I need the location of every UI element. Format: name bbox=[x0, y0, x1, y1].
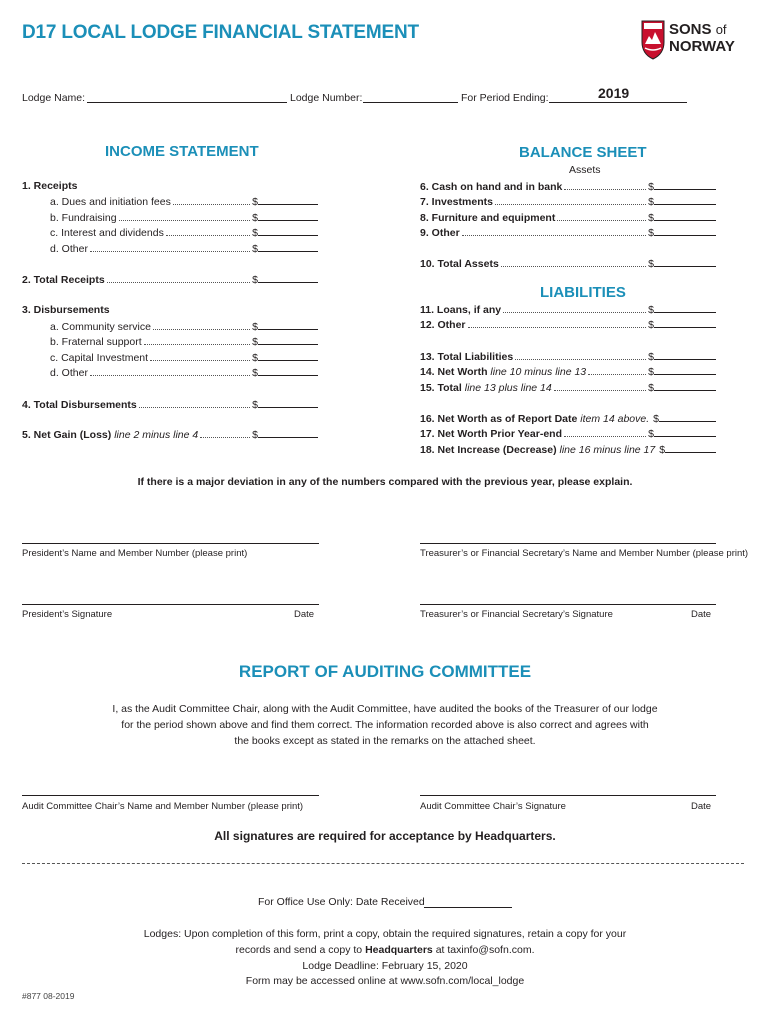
office-date-received-label: For Office Use Only: Date Received bbox=[258, 896, 425, 908]
balance-row-total-liabilities[interactable]: 13. Total Liabilities $ bbox=[420, 350, 716, 364]
instructions-line1: Lodges: Upon completion of this form, print a copy, obtain the required signatures, retain a copy for your bbox=[143, 928, 627, 940]
net-worth-prior-label: 17. Net Worth Prior Year-end bbox=[420, 428, 562, 440]
logo-text-of: of bbox=[715, 22, 727, 37]
income-row-total-receipts[interactable]: 2. Total Receipts $ bbox=[22, 273, 318, 287]
receipt-d-label: d. Other bbox=[50, 243, 88, 255]
form-code: #877 08-2019 bbox=[22, 991, 75, 1001]
shield-logo-icon bbox=[641, 20, 665, 60]
treasurer-name-label: Treasurer’s or Financial Secretary’s Name and Member Number (please print) bbox=[420, 548, 749, 559]
balance-row-total-15[interactable]: 15. Total line 13 plus line 14 $ bbox=[420, 381, 716, 395]
balance-row-net-worth-report[interactable]: 16. Net Worth as of Report Date item 14 above. $ bbox=[420, 412, 716, 426]
disb-a-label: a. Community service bbox=[50, 321, 151, 333]
logo-text-sons: SONS bbox=[669, 21, 712, 38]
total-15-note: line 13 plus line 14 bbox=[464, 382, 552, 394]
income-row-total-disbursements[interactable]: 4. Total Disbursements $ bbox=[22, 398, 318, 412]
form-title: D17 LOCAL LODGE FINANCIAL STATEMENT bbox=[22, 22, 419, 43]
asset-9-label: 9. Other bbox=[420, 227, 460, 239]
audit-chair-name-line[interactable] bbox=[22, 795, 319, 796]
office-date-received-field[interactable] bbox=[424, 907, 512, 908]
treasurer-name-line[interactable] bbox=[420, 543, 716, 544]
liability-12-label: 12. Other bbox=[420, 319, 466, 331]
president-date-label: Date bbox=[294, 609, 315, 620]
disbursements-heading: 3. Disbursements bbox=[22, 304, 110, 316]
audit-chair-name-label: Audit Committee Chair’s Name and Member Number (please print) bbox=[22, 801, 304, 812]
audit-date-label: Date bbox=[691, 801, 712, 812]
audit-text-line2: for the period shown above and find them correct. The information recorded above is also correct and agrees with bbox=[121, 719, 649, 731]
receipt-c-label: c. Interest and dividends bbox=[50, 227, 164, 239]
balance-row-liab-12[interactable]: 12. Other $ bbox=[420, 318, 716, 332]
income-row-disb-a[interactable]: a. Community service $ bbox=[50, 320, 318, 334]
income-statement-heading: INCOME STATEMENT bbox=[105, 143, 259, 160]
treasurer-signature-label: Treasurer’s or Financial Secretary’s Signature bbox=[420, 609, 613, 620]
balance-row-net-worth[interactable]: 14. Net Worth line 10 minus line 13 $ bbox=[420, 365, 716, 379]
lodge-number-label: Lodge Number: bbox=[290, 92, 363, 104]
online-access-note: Form may be accessed online at www.sofn.com/local_lodge bbox=[245, 975, 525, 987]
asset-6-label: 6. Cash on hand and in bank bbox=[420, 181, 563, 193]
period-ending-field[interactable] bbox=[549, 102, 687, 103]
treasurer-signature-line[interactable] bbox=[420, 604, 716, 605]
total-liabilities-label: 13. Total Liabilities bbox=[420, 351, 514, 363]
total-assets-label: 10. Total Assets bbox=[420, 258, 499, 270]
balance-row-assets-8[interactable]: 8. Furniture and equipment $ bbox=[420, 211, 716, 225]
lodge-number-field[interactable] bbox=[363, 102, 458, 103]
balance-row-assets-7[interactable]: 7. Investments $ bbox=[420, 195, 716, 209]
cut-line-divider bbox=[22, 863, 744, 864]
balance-sheet-heading: BALANCE SHEET bbox=[519, 144, 647, 161]
total-receipts-label: 2. Total Receipts bbox=[22, 274, 105, 286]
president-signature-line[interactable] bbox=[22, 604, 319, 605]
president-name-line[interactable] bbox=[22, 543, 319, 544]
asset-7-label: 7. Investments bbox=[420, 196, 493, 208]
net-worth-note: line 10 minus line 13 bbox=[490, 366, 587, 378]
income-row-net-gain[interactable]: 5. Net Gain (Loss) line 2 minus line 4 $ bbox=[22, 428, 318, 442]
net-increase-note: line 16 minus line 17 bbox=[559, 444, 656, 456]
income-row-receipt-c[interactable]: c. Interest and dividends $ bbox=[50, 226, 318, 240]
logo-text-norway: NORWAY bbox=[669, 38, 735, 55]
lodge-name-label: Lodge Name: bbox=[22, 92, 86, 104]
net-worth-report-note: item 14 above. bbox=[580, 413, 650, 425]
balance-row-assets-9[interactable]: 9. Other $ bbox=[420, 226, 716, 240]
income-row-receipt-b[interactable]: b. Fundraising $ bbox=[50, 211, 318, 225]
receipt-a-label: a. Dues and initiation fees bbox=[50, 196, 171, 208]
president-signature-label: President’s Signature bbox=[22, 609, 113, 620]
asset-8-label: 8. Furniture and equipment bbox=[420, 212, 556, 224]
net-gain-note: line 2 minus line 4 bbox=[114, 429, 199, 441]
net-worth-report-label: 16. Net Worth as of Report Date bbox=[420, 413, 578, 425]
liability-11-label: 11. Loans, if any bbox=[420, 304, 502, 316]
receipt-b-label: b. Fundraising bbox=[50, 212, 117, 224]
income-row-disb-d[interactable]: d. Other $ bbox=[50, 366, 318, 380]
net-gain-label: 5. Net Gain (Loss) bbox=[22, 429, 112, 441]
disb-b-label: b. Fraternal support bbox=[50, 336, 142, 348]
sons-of-norway-logo bbox=[641, 20, 751, 62]
balance-row-total-assets[interactable]: 10. Total Assets $ bbox=[420, 257, 716, 271]
treasurer-date-label: Date bbox=[691, 609, 712, 620]
lodge-deadline: Lodge Deadline: February 15, 2020 bbox=[302, 960, 468, 972]
deviation-note: If there is a major deviation in any of the numbers compared with the previous year, please explain. bbox=[137, 476, 633, 488]
period-ending-value: 2019 bbox=[598, 85, 630, 101]
instructions-line2: records and send a copy to Headquarters at taxinfo@sofn.com. bbox=[235, 944, 535, 956]
liabilities-heading: LIABILITIES bbox=[540, 284, 626, 301]
audit-chair-signature-label: Audit Committee Chair’s Signature bbox=[420, 801, 566, 812]
audit-text-line3: the books except as stated in the remarks on the attached sheet. bbox=[234, 735, 536, 747]
disb-d-label: d. Other bbox=[50, 367, 88, 379]
balance-row-assets-6[interactable]: 6. Cash on hand and in bank $ bbox=[420, 180, 716, 194]
audit-text-line1: I, as the Audit Committee Chair, along with the Audit Committee, have audited the books of the Treasurer of our lodge bbox=[112, 703, 658, 715]
net-worth-label: 14. Net Worth bbox=[420, 366, 488, 378]
required-signatures-note: All signatures are required for acceptance by Headquarters. bbox=[214, 829, 556, 843]
period-ending-label: For Period Ending: bbox=[461, 92, 549, 104]
income-row-disb-b[interactable]: b. Fraternal support $ bbox=[50, 335, 318, 349]
total-disbursements-label: 4. Total Disbursements bbox=[22, 399, 137, 411]
net-increase-label: 18. Net Increase (Decrease) bbox=[420, 444, 557, 456]
audit-committee-heading: REPORT OF AUDITING COMMITTEE bbox=[238, 662, 532, 681]
president-name-label: President’s Name and Member Number (please print) bbox=[22, 548, 248, 559]
balance-row-net-increase[interactable]: 18. Net Increase (Decrease) line 16 minus line 17 $ bbox=[420, 443, 716, 457]
total-15-label: 15. Total bbox=[420, 382, 462, 394]
headquarters-text: Headquarters bbox=[365, 944, 433, 956]
audit-chair-signature-line[interactable] bbox=[420, 795, 716, 796]
disb-c-label: c. Capital Investment bbox=[50, 352, 149, 364]
balance-row-net-worth-prior[interactable]: 17. Net Worth Prior Year-end $ bbox=[420, 427, 716, 441]
receipts-heading: 1. Receipts bbox=[22, 180, 78, 192]
income-row-receipt-d[interactable]: d. Other $ bbox=[50, 242, 318, 256]
lodge-name-field[interactable] bbox=[87, 102, 287, 103]
balance-row-liab-11[interactable]: 11. Loans, if any $ bbox=[420, 303, 716, 317]
assets-label: Assets bbox=[569, 164, 601, 176]
income-row-disb-c[interactable]: c. Capital Investment $ bbox=[50, 351, 318, 365]
income-row-receipt-a[interactable]: a. Dues and initiation fees $ bbox=[50, 195, 318, 209]
